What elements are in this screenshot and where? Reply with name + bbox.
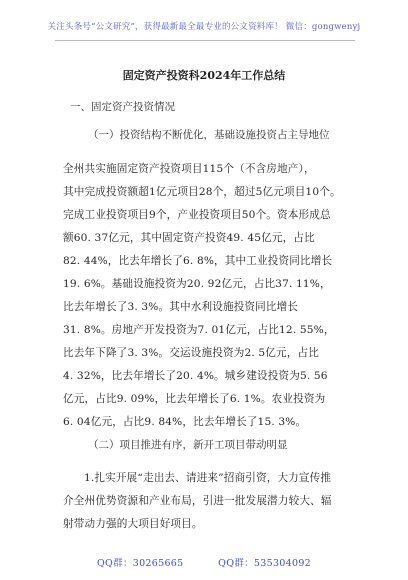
paragraph-line: 其中完成投资额超1亿元项目28个，超过5亿元项目10个。 xyxy=(63,186,341,198)
header-divider xyxy=(55,40,355,41)
paragraph-line: 介全州优势资源和产业布局，引进一批发展潜力较大、辐 xyxy=(63,495,332,507)
subsection-heading-1: （一）投资结构不断优化，基础设施投资占主导地位 xyxy=(88,129,330,141)
paragraph-line: 全州共实施固定资产投资项目115个（不含房地产）， xyxy=(63,163,315,175)
paragraph-line: 31. 8%。房地产开发投资为7. 01亿元，占比12. 55%， xyxy=(63,324,335,336)
paragraph-line: 完成工业投资项目9个，产业投资项目50个。资本形成总 xyxy=(63,209,331,221)
subsection-heading-2: （二）项目推进有序，新开工项目带动明显 xyxy=(88,439,288,451)
paragraph-line: 19. 6%。基础设施投资为20. 92亿元，占比37. 11%， xyxy=(63,278,331,290)
paragraph-line: 1.扎实开展“走出去、请进来”招商引资，大力宣传推 xyxy=(84,472,332,484)
section-heading-1: 一、固定资产投资情况 xyxy=(70,101,175,113)
paragraph-line: 82. 44%，比去年增长了6. 8%，其中工业投资同比增长 xyxy=(63,255,333,267)
paragraph-line: 比去年下降了3. 3%。交运设施投资为2. 5亿元，占比 xyxy=(63,347,319,359)
document-title: 固定资产投资科2024年工作总结 xyxy=(122,69,286,82)
paragraph-line: 4. 32%，比去年增长了20. 4%。城乡建设投资为5. 56 xyxy=(63,370,328,382)
paragraph-line: 比去年增长了3. 3%。其中水利设施投资同比增长 xyxy=(63,301,299,313)
footer-contacts xyxy=(0,555,408,569)
paragraph-line: 亿元，占比9. 09%，比去年增长了6. 1%。农业投资为 xyxy=(63,393,326,405)
paragraph-line: 射带动力强的大项目好项目。 xyxy=(63,518,203,530)
footer-qq-group-1: QQ群：30265665 xyxy=(96,558,184,569)
paragraph-line: 额60. 37亿元，其中固定资产投资49. 45亿元，占比 xyxy=(63,232,315,244)
footer-qq-group-2: QQ群：535304092 xyxy=(218,558,312,569)
header-notice: 关注头条号“公文研究”，获得最新最全最专业的公文资料库！ 微信：gongwenyj xyxy=(47,22,361,32)
paragraph-line: 6. 04亿元，占比9. 84%，比去年增长了15. 3%。 xyxy=(63,416,307,428)
